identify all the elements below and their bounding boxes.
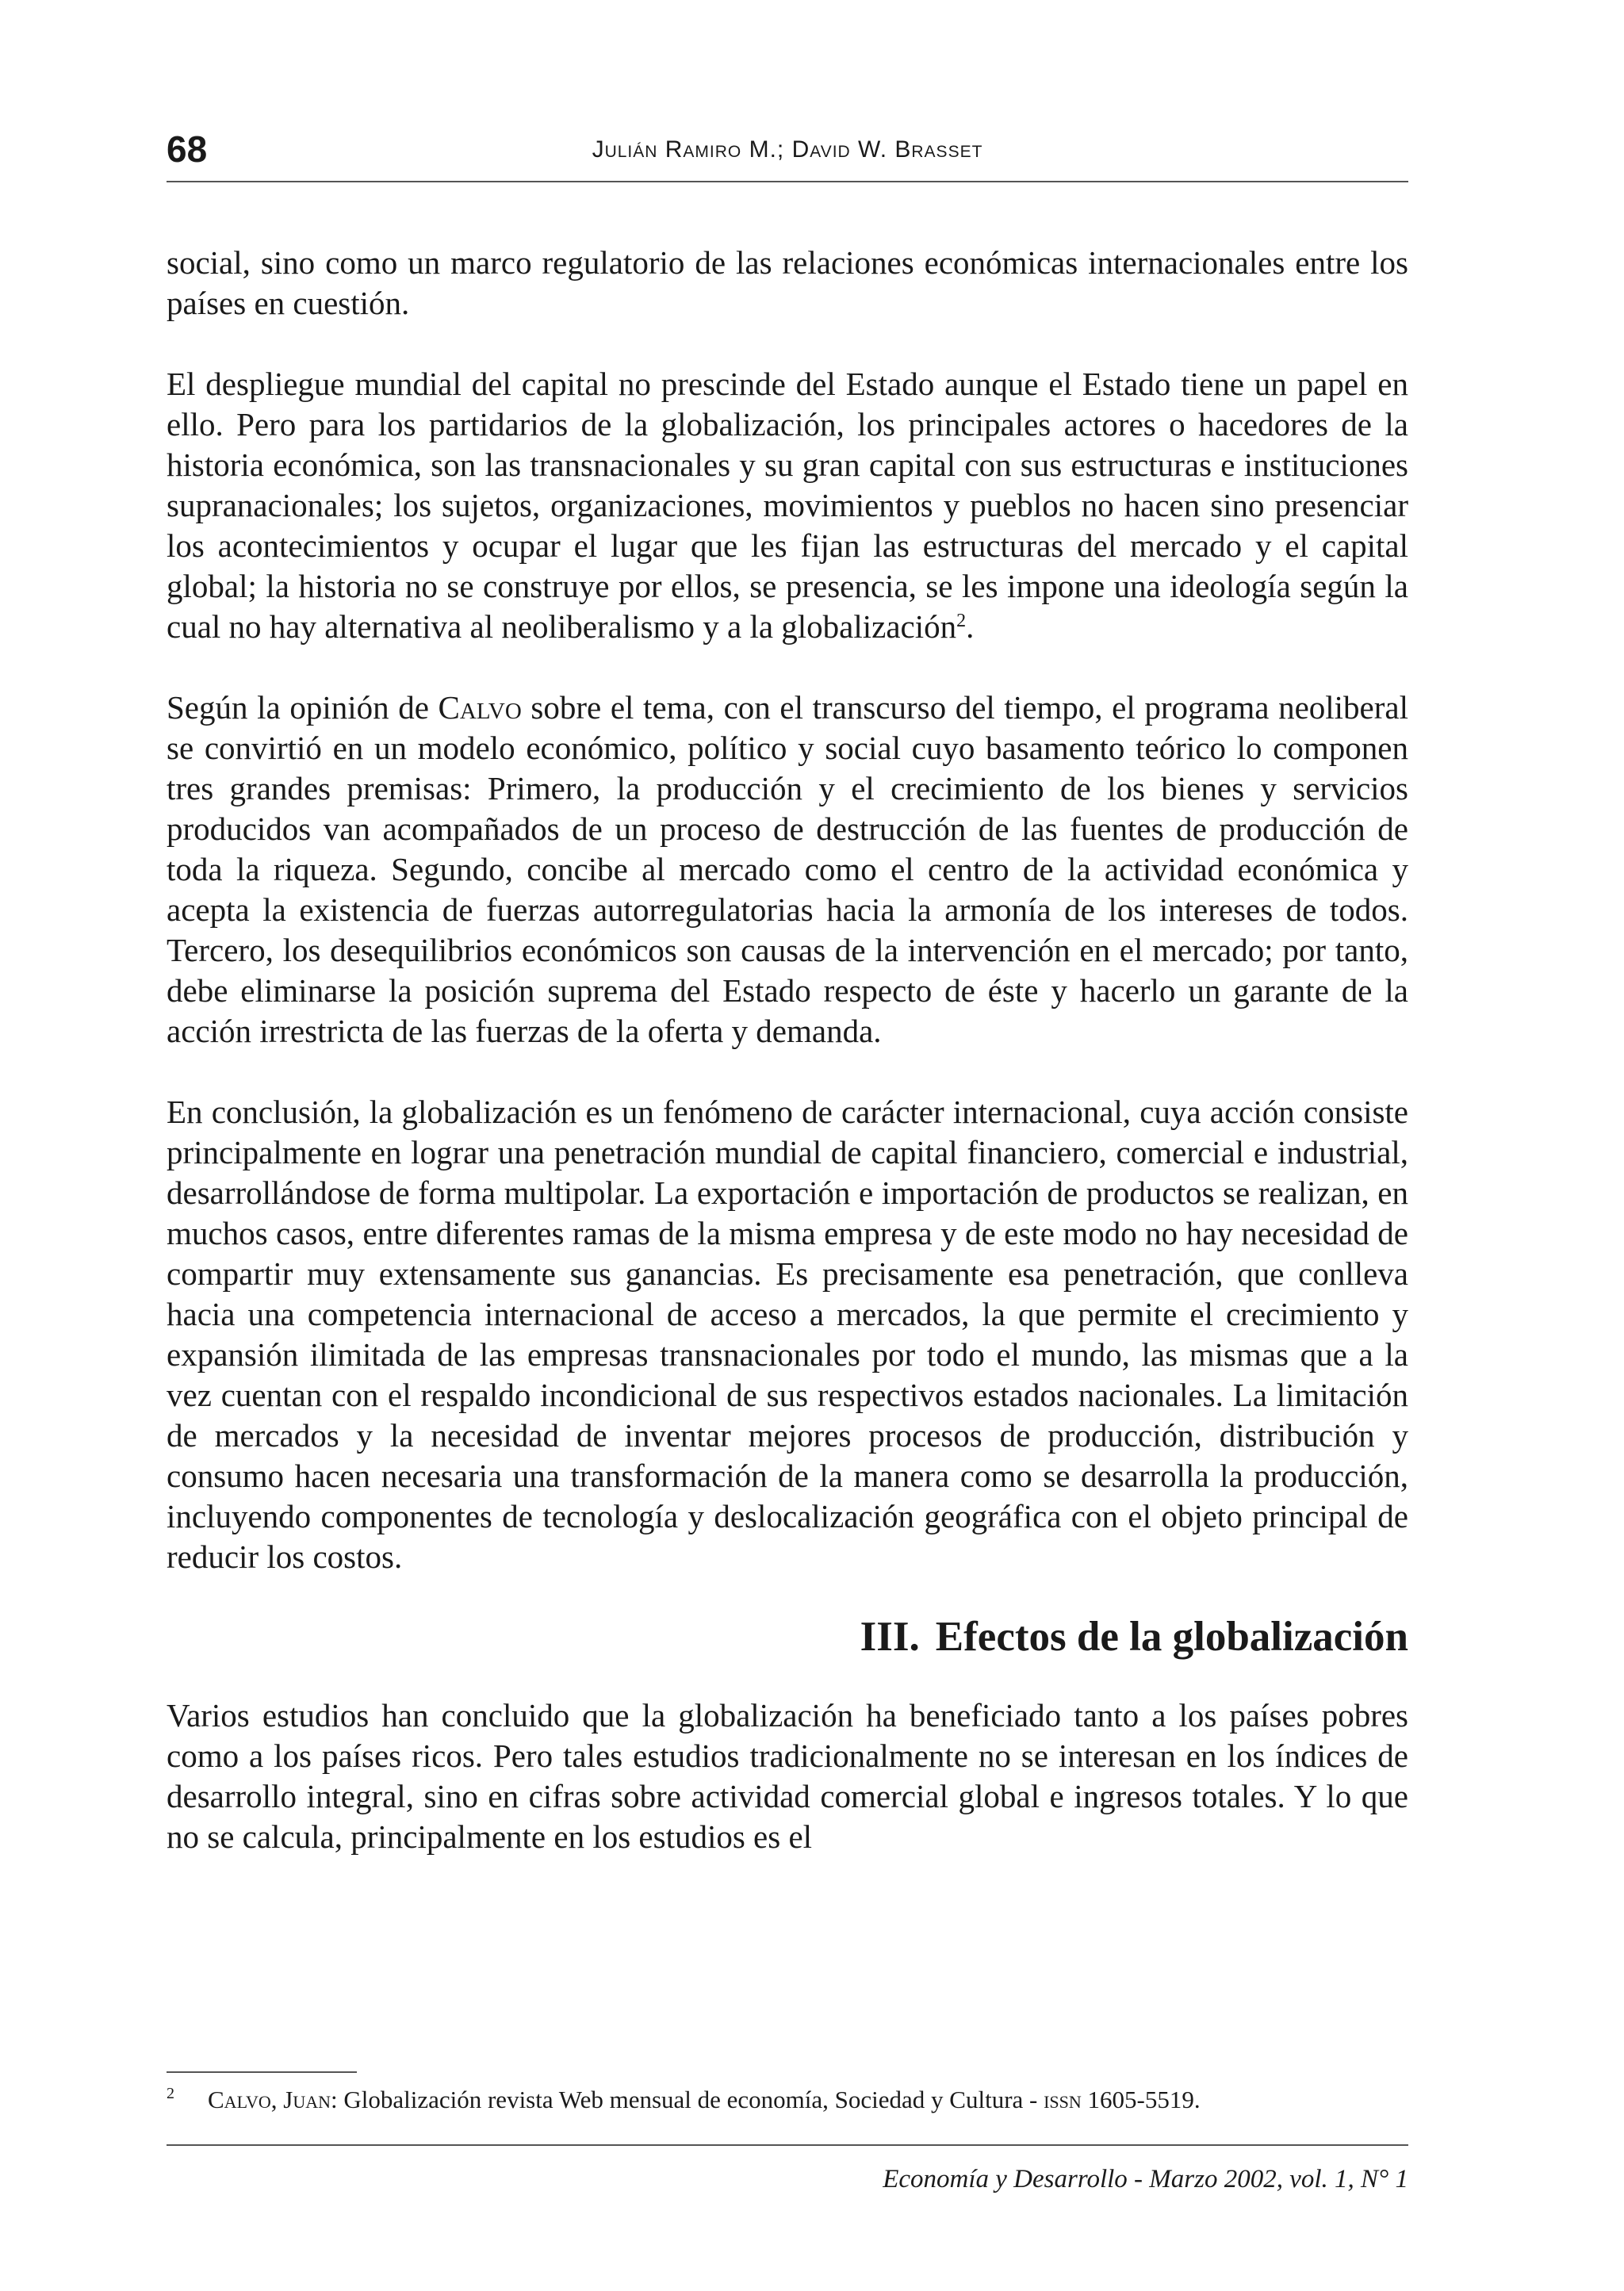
footnote-divider bbox=[167, 2071, 357, 2073]
body-text bbox=[167, 243, 1408, 1898]
paragraph-3-start: Según la opinión de bbox=[167, 689, 439, 726]
paragraph-3 bbox=[167, 688, 1408, 1052]
section-heading bbox=[167, 1613, 1408, 1661]
running-head: Julián Ramiro M.; David W. Brasset bbox=[592, 136, 983, 163]
paragraph-3-rest: sobre el tema, con el transcurso del tiempo, el programa neoliberal se convirtió en un modelo económico, político y social cuyo basamento teórico lo componen tres grandes premisas: Primero, la producción y el crecimiento de los bienes y servicios producidos van acompañados de un proceso de destrucción de las fuentes de producción de toda la riqueza. Segundo, concibe al mercado como el centro de la actividad económica y acepta la existencia de fuerzas autorregulatorias hacia la armonía de los intereses de todos. Tercero, los desequilibrios económicos son causas de la intervención en el mercado; por tanto, debe eliminarse la posición suprema del Estado respecto de éste y hacerlo un garante de la acción irrestricta de las fuerzas de la oferta y demanda. bbox=[167, 689, 1408, 1049]
section-number: III. bbox=[860, 1614, 920, 1660]
paragraph-1: social, sino como un marco regulatorio de las relaciones económicas internacionales entre los países en cuestión. bbox=[167, 244, 1408, 321]
journal-citation: Economía y Desarrollo - Marzo 2002, vol. 1, N° 1 bbox=[883, 2165, 1408, 2193]
footnote-reference[interactable]: 2 bbox=[956, 611, 967, 631]
section-title: Efectos de la globalización bbox=[935, 1614, 1408, 1660]
page-footer bbox=[167, 2144, 1408, 2197]
author-name: Calvo bbox=[438, 689, 522, 726]
paragraph-2-end: . bbox=[966, 608, 975, 645]
page-number: 68 bbox=[167, 128, 208, 170]
paragraph-2-text: El despliegue mundial del capital no prescinde del Estado aunque el Estado tiene un papel en ello. Pero para los partidarios de la globalización, los principales actores o hacedores de la historia económica, son las transnacionales y su gran capital con sus estructuras e instituciones supranacionales; los sujetos, organizaciones, movimientos y pueblos no hacen sino presenciar los acontecimientos y ocupar el lugar que les fijan las estructuras del mercado y el capital global; la historia no se construye por ellos, se presencia, se les impone una ideología según la cual no hay alternativa al neoliberalismo y a la globalización bbox=[167, 366, 1408, 645]
footnote-text: : Globalización revista Web mensual de economía, Sociedad y Cultura - bbox=[331, 2086, 1044, 2113]
footnote-issn-number: 1605-5519. bbox=[1081, 2086, 1201, 2113]
paragraph-2 bbox=[167, 364, 1408, 647]
footnote: 2 Calvo, Juan: Globalización revista Web mensual de economía, Sociedad y Cultura - issn 1605-5519. bbox=[167, 2085, 1201, 2113]
footnote-author: Calvo, Juan bbox=[208, 2086, 331, 2113]
paragraph-4: En conclusión, la globalización es un fenómeno de carácter internacional, cuya acción consiste principalmente en lograr una penetración mundial de capital financiero, comercial e industrial, desarrollándose de forma multipolar. La exportación e importación de productos se realizan, en muchos casos, entre diferentes ramas de la misma empresa y de este modo no hay necesidad de compartir muy extensamente sus ganancias. Es precisamente esa penetración, que conlleva hacia una competencia internacional de acceso a mercados, la que permite el crecimiento y expansión ilimitada de las empresas transnacionales por todo el mundo, las mismas que a la vez cuentan con el respaldo incondicional de sus respectivos estados nacionales. La limitación de mercados y la necesidad de inventar mejores procesos de producción, distribución y consumo hacen necesaria una transformación de la manera como se desarrolla la producción, incluyendo componentes de tecnología y deslocalización geográfica con el objeto principal de reducir los costos. bbox=[167, 1094, 1408, 1575]
paragraph-5: Varios estudios han concluido que la globalización ha beneficiado tanto a los países pobres como a los países ricos. Pero tales estudios tradicionalmente no se interesan en los índices de desarrollo integral, sino en cifras sobre actividad comercial global e ingresos totales. Y lo que no se calcula, principalmente en los estudios es el bbox=[167, 1697, 1408, 1855]
page-header bbox=[167, 125, 1408, 182]
footnote-issn-label: issn bbox=[1044, 2086, 1082, 2113]
